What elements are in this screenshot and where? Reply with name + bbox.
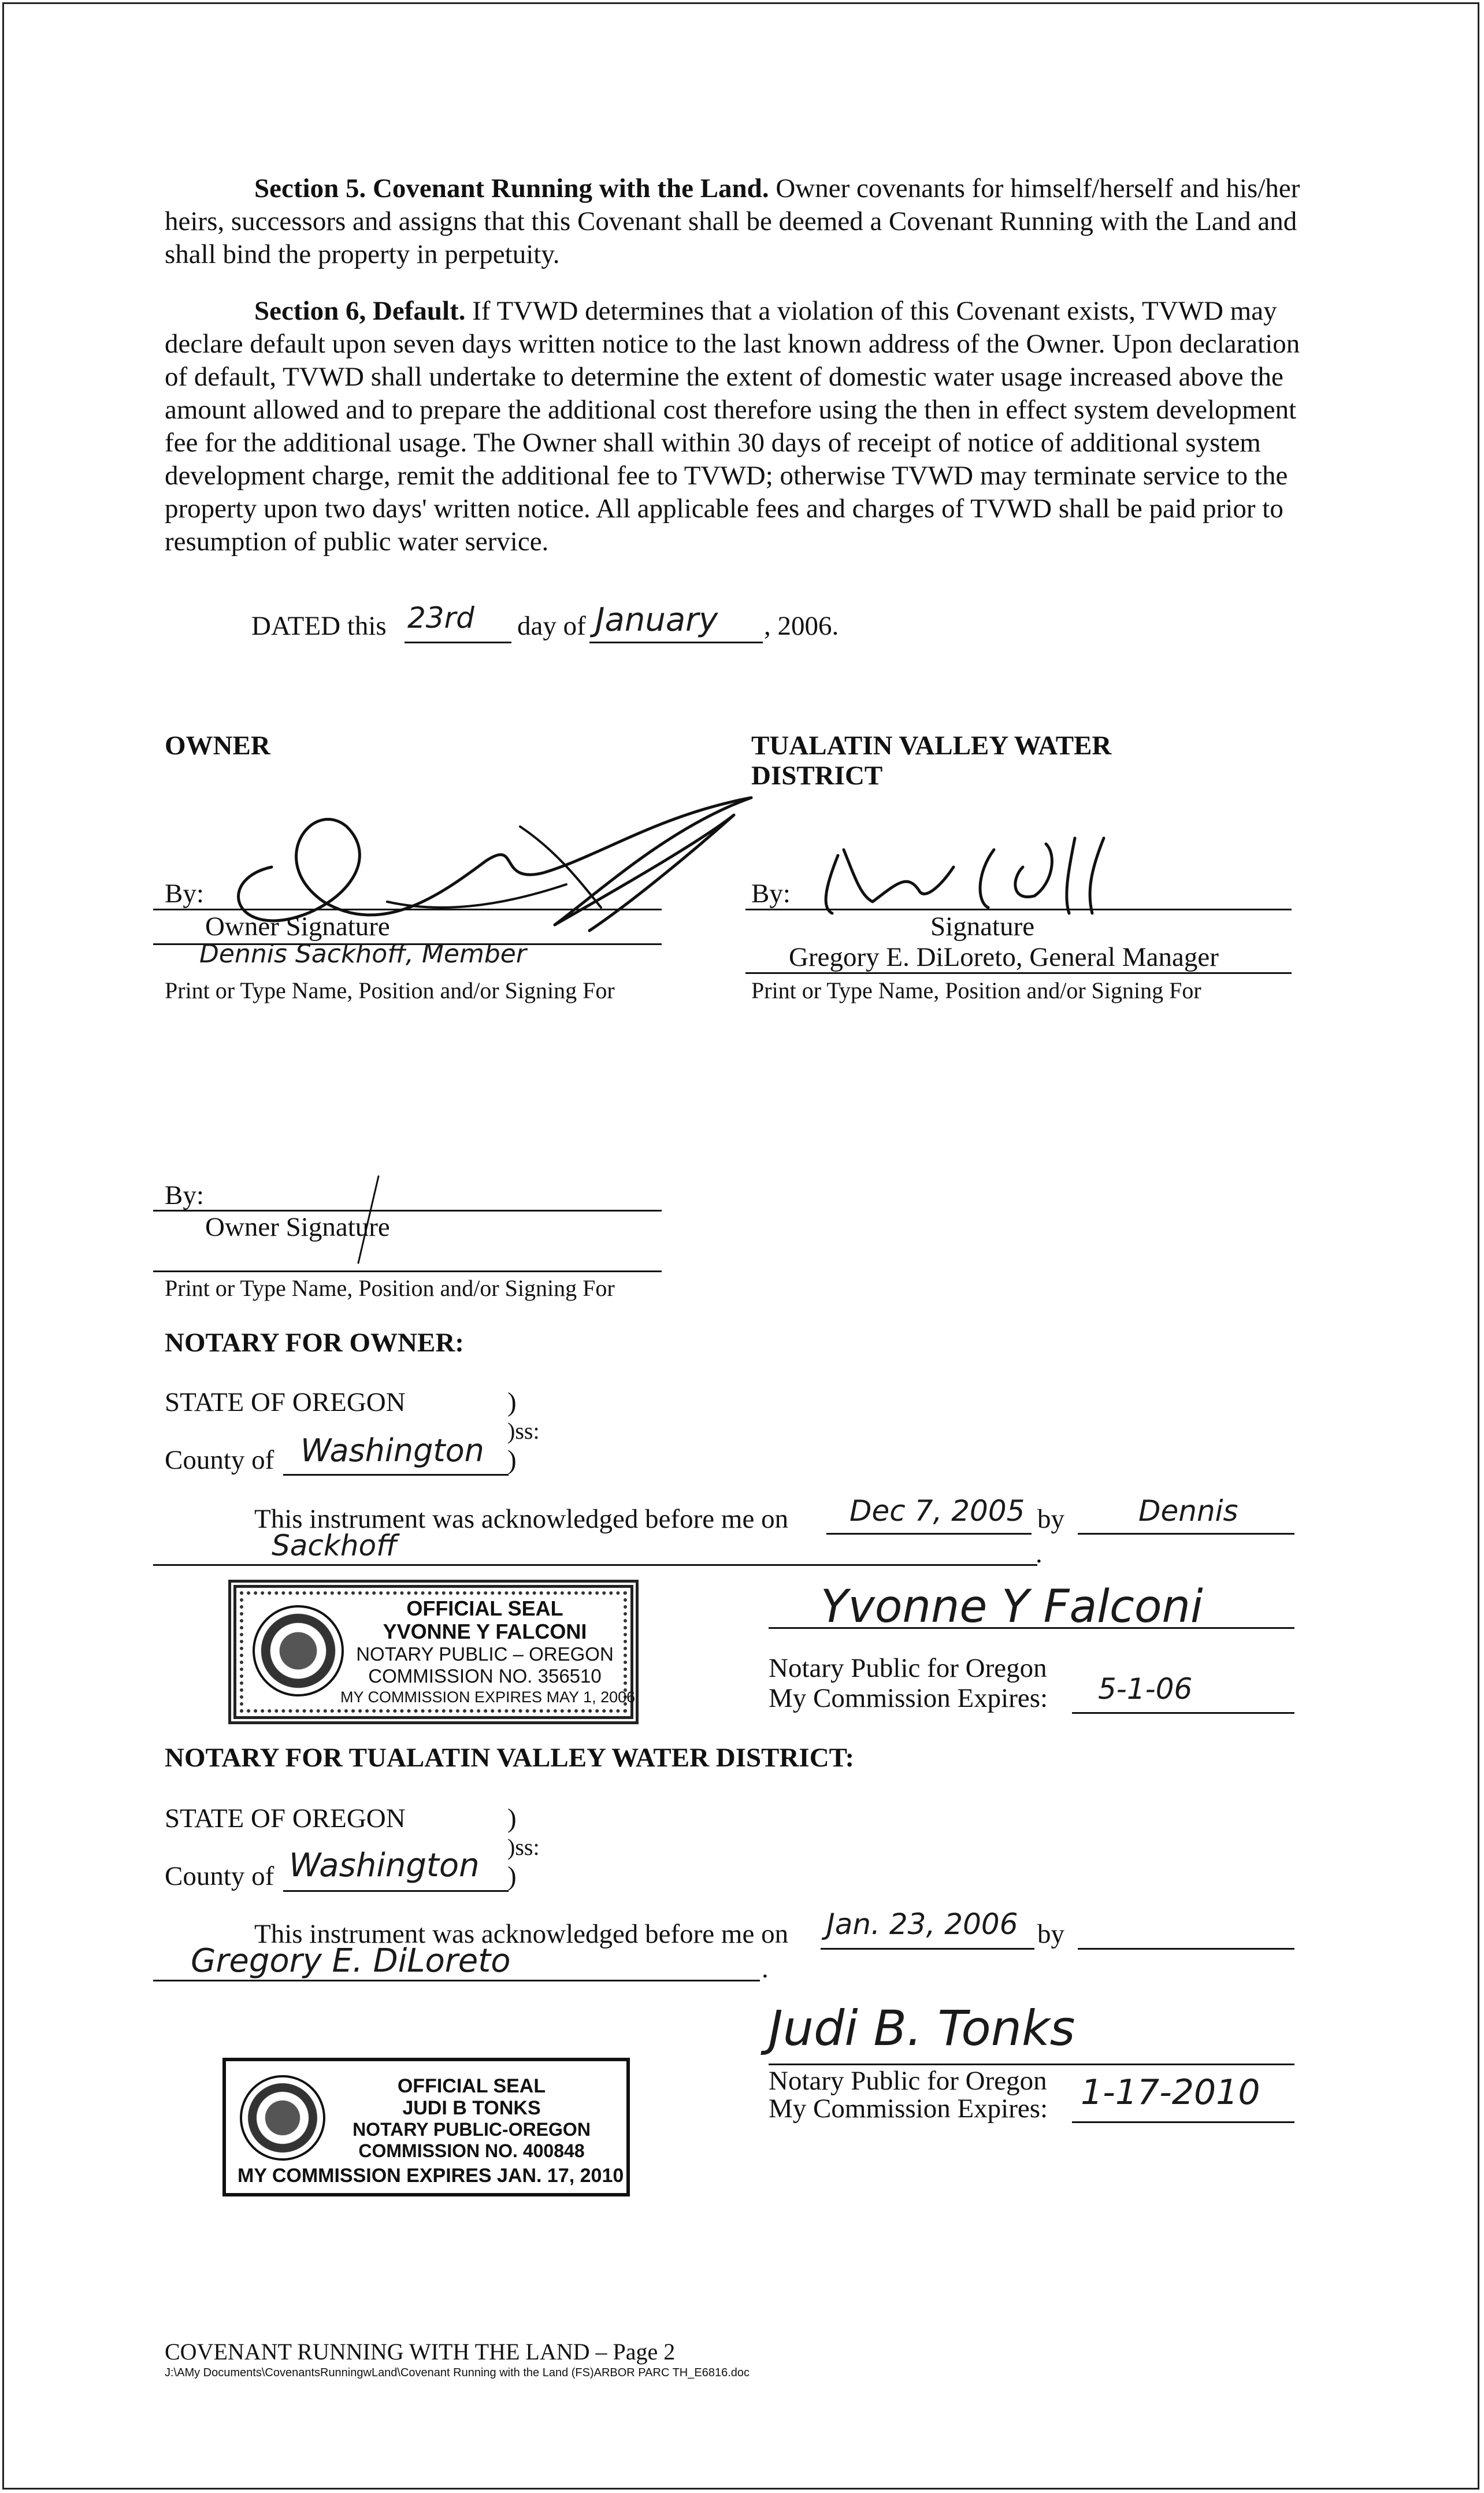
notary-owner-name-line2 [153,1564,1037,1566]
owner-signature-scribble [196,792,763,942]
seal1-line1: OFFICIAL SEAL [406,1596,563,1620]
notary-district-period: . [762,1954,769,1984]
notary-owner-name-part2: Sackhoff [272,1529,398,1562]
seal2-line5: MY COMMISSION EXPIRES JAN. 17, 2010 [238,2165,624,2187]
notary-owner-paren1: ) [507,1387,517,1417]
footer-path: J:\AMy Documents\CovenantsRunningwLand\Covenant Running with the Land (FS)ARBOR PARC TH_E6816.doc [165,2366,750,2379]
notary-owner-county-line [283,1474,509,1476]
notary-owner-expires: 5-1-06 [1098,1672,1193,1706]
notary-owner-expires-line [1072,1712,1294,1714]
oregon-state-seal-icon [240,2075,325,2161]
section-6-heading: Section 6, Default. [254,296,466,326]
owner2-by-label: By: [165,1180,204,1210]
notary-district-expires-label: My Commission Expires: [769,2094,1048,2124]
notary-owner-signature: Yvonne Y Falconi [821,1581,1203,1633]
district-heading-line2: DISTRICT [751,761,883,791]
seal2-line4: COMMISSION NO. 400848 [358,2140,585,2161]
district-signature-scribble [803,832,1127,919]
seal2-line1: OFFICIAL SEAL [397,2075,546,2097]
dated-middle: day of [517,611,586,641]
dated-day-line [405,642,511,643]
seal1-line5: MY COMMISSION EXPIRES MAY 1, 2006 [340,1688,636,1706]
notary-owner-public-label: Notary Public for Oregon [769,1653,1047,1683]
district-heading-line1: TUALATIN VALLEY WATER [751,731,1112,761]
section-6-body: If TVWD determines that a violation of this Covenant exists, TVWD may declare default upon seven days written notice to the last known address of the Owner. Upon declaration of default, TVWD shall undertake to determine the extent of domestic water usage increased above the amount allowed and to prepare the additional cost therefore using the then in effect system development fee for the additional usage. The Owner shall within 30 days of receipt of notice of additional system development charge, remit the additional fee to TVWD; otherwise TVWD may terminate service to the property upon two days' written notice. All applicable fees and charges of TVWD shall be paid prior to resumption of public water service. [165,296,1300,557]
dated-day: 23rd [407,601,474,635]
notary-owner-ss: )ss: [507,1418,540,1444]
notary-owner-signature-line [769,1627,1294,1629]
owner-by-label: By: [165,879,204,909]
notary-owner-name-line1 [1078,1533,1294,1535]
notary-owner-ack-date: Dec 7, 2005 [849,1494,1025,1528]
section-5-paragraph [165,172,1303,271]
notary-district-public-label: Notary Public for Oregon [769,2066,1047,2096]
section-6-paragraph [165,295,1303,558]
district-name-line [745,972,1292,974]
notary-district-date-line [821,1948,1034,1950]
seal1-line2: YVONNE Y FALCONI [383,1620,587,1643]
owner-signature-label: Owner Signature [205,912,390,942]
notary-district-paren2: ) [507,1861,517,1891]
notary-district-state: STATE OF OREGON [165,1803,406,1833]
district-signature-label: Signature [930,912,1035,942]
owner2-slash-mark [353,1173,387,1266]
owner-print-label: Print or Type Name, Position and/or Signing For [165,977,615,1003]
dated-month-line [589,642,763,643]
notary-owner-expires-label: My Commission Expires: [769,1683,1048,1713]
owner-heading: OWNER [165,731,270,761]
seal2-line2: JUDI B TONKS [402,2097,541,2119]
owner2-name-line [153,1270,662,1272]
seal1-line3: NOTARY PUBLIC – OREGON [356,1643,614,1665]
section-5-heading: Section 5. Covenant Running with the Land. [254,173,769,203]
notary-district-by: by [1037,1919,1064,1949]
oregon-state-seal-icon [253,1605,344,1696]
notary-district-name: Gregory E. DiLoreto [191,1942,511,1980]
notary-district-expires: 1-17-2010 [1081,2072,1260,2113]
notary-district-name-line1 [1078,1948,1294,1950]
notary-district-name-line2 [153,1980,760,1981]
dated-month: January [595,601,718,639]
section-5-body: Owner covenants for himself/herself and his/her heirs, successors and assigns that this Covenant shall be deemed a Covenant Running with the Land and shall bind the property in perpetuity. [165,173,1300,269]
notary-owner-county: Washington [300,1432,484,1469]
notary-district-county-line [283,1890,509,1892]
owner2-print-label: Print or Type Name, Position and/or Signing For [165,1275,615,1301]
seal2-line3: NOTARY PUBLIC-OREGON [353,2119,591,2140]
notary-district-seal [222,2058,630,2196]
footer-title: COVENANT RUNNING WITH THE LAND – Page 2 [165,2339,676,2365]
notary-district-county-label: County of [165,1861,274,1891]
notary-district-expires-line [1072,2121,1294,2123]
notary-owner-paren2: ) [507,1445,517,1475]
notary-district-ack-date: Jan. 23, 2006 [826,1907,1018,1941]
notary-owner-ack-text: This instrument was acknowledged before me on [254,1504,789,1534]
owner2-signature-label: Owner Signature [205,1212,390,1242]
notary-owner-seal [228,1580,639,1724]
dated-year: , 2006. [764,611,839,641]
notary-district-ack-text: This instrument was acknowledged before me on [254,1919,789,1949]
seal1-line4: COMMISSION NO. 356510 [368,1665,602,1687]
notary-owner-period: . [1036,1539,1042,1569]
notary-owner-state: STATE OF OREGON [165,1387,406,1417]
district-by-label: By: [751,879,791,909]
notary-owner-heading: NOTARY FOR OWNER: [165,1328,464,1358]
notary-district-county: Washington [289,1847,480,1884]
district-printed-name: Gregory E. DiLoreto, General Manager [789,942,1219,972]
notary-district-paren1: ) [507,1803,517,1833]
notary-district-heading: NOTARY FOR TUALATIN VALLEY WATER DISTRICT: [165,1743,855,1773]
notary-district-signature: Judi B. Tonks [769,2000,1075,2057]
notary-owner-by: by [1037,1504,1064,1534]
owner-printed-name: Dennis Sackhoff, Member [199,939,526,969]
dated-prefix: DATED this [251,611,387,641]
district-print-label: Print or Type Name, Position and/or Signing For [751,977,1201,1003]
notary-owner-date-line [826,1533,1032,1535]
notary-owner-name-part1: Dennis [1138,1494,1238,1528]
notary-district-ss: )ss: [507,1834,540,1860]
notary-owner-county-label: County of [165,1445,274,1475]
